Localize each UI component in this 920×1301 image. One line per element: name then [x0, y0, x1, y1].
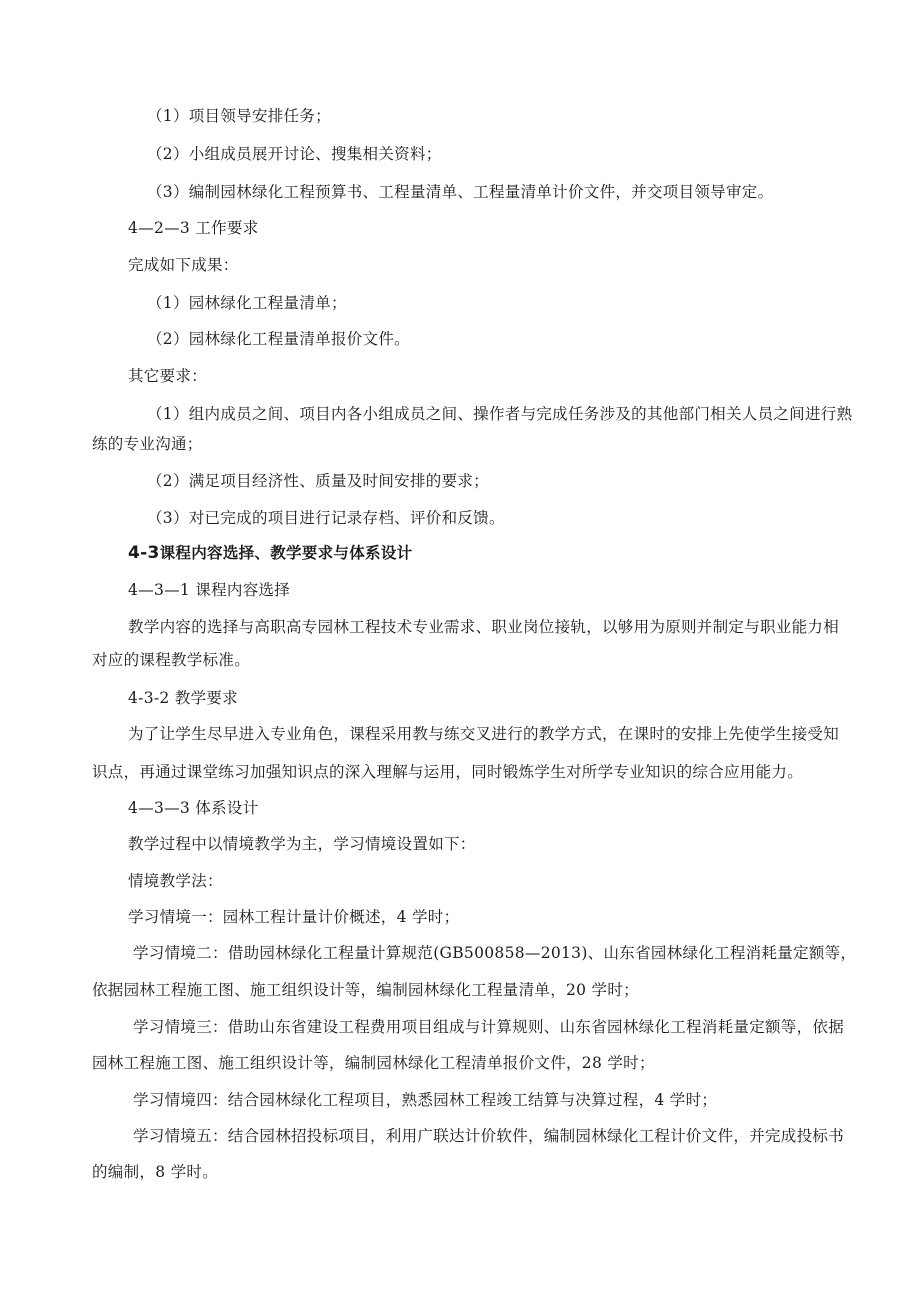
learning-situation-2: 学习情境二：借助园林绿化工程量计算规范(GB500858—2013)、山东省园林绿化工程消耗量定额等，	[133, 944, 857, 962]
learning-situation-3-cont: 园林工程施工图、施工组织设计等，编制园林绿化工程清单报价文件，28 学时；	[92, 1054, 655, 1072]
learning-situation-4: 学习情境四：结合园林绿化工程项目，熟悉园林工程竣工结算与决算过程，4 学时；	[133, 1091, 718, 1109]
teaching-requirements-para: 为了让学生尽早进入专业角色，课程采用教与练交叉进行的教学方式，在课时的安排上先使学生接受知	[128, 725, 840, 743]
other-requirement-1-cont: 练的专业沟通；	[92, 435, 203, 453]
learning-situation-5-cont: 的编制，8 学时。	[92, 1163, 218, 1181]
deliverable-2: （2）园林绿化工程量清单报价文件。	[147, 330, 410, 348]
other-requirement-1: （1）组内成员之间、项目内各小组成员之间、操作者与完成任务涉及的其他部门相关人员之间进行熟	[147, 405, 853, 423]
heading-work-requirements: 4—2—3 工作要求	[128, 219, 259, 237]
learning-situation-3: 学习情境三：借助山东省建设工程费用项目组成与计算规则、山东省园林绿化工程消耗量定额等，依据	[133, 1018, 845, 1036]
task-step-1: （1）项目领导安排任务；	[147, 107, 331, 125]
learning-situation-2-cont: 依据园林工程施工图、施工组织设计等，编制园林绿化工程量清单，20 学时；	[92, 981, 639, 999]
other-requirement-2: （2）满足项目经济性、质量及时间安排的要求；	[147, 472, 489, 490]
situational-teaching-label: 情境教学法：	[128, 872, 223, 890]
deliverable-1: （1）园林绿化工程量清单；	[147, 294, 347, 312]
section-heading-4-3	[128, 543, 412, 563]
content-selection-para: 教学内容的选择与高职高专园林工程技术专业需求、职业岗位接轨，以够用为原则并制定与职业能力相	[128, 618, 840, 636]
other-requirements-label: 其它要求：	[128, 367, 208, 385]
task-step-3: （3）编制园林绿化工程预算书、工程量清单、工程量清单计价文件，并交项目领导审定。	[147, 183, 774, 201]
deliverables-intro: 完成如下成果：	[128, 256, 239, 274]
learning-situation-1: 学习情境一：园林工程计量计价概述，4 学时；	[128, 908, 460, 926]
heading-content-selection: 4—3—1 课程内容选择	[128, 581, 291, 599]
content-selection-para-cont: 对应的课程教学标准。	[92, 651, 251, 669]
system-design-intro: 教学过程中以情境教学为主，学习情境设置如下：	[128, 835, 476, 853]
teaching-requirements-para-cont: 识点，再通过课堂练习加强知识点的深入理解与运用，同时锻炼学生对所学专业知识的综合应用能力。	[92, 763, 804, 781]
section-title: 课程内容选择、教学要求与体系设计	[159, 544, 413, 562]
task-step-2: （2）小组成员展开讨论、搜集相关资料；	[147, 145, 442, 163]
section-number: 4-3	[128, 543, 160, 563]
heading-teaching-requirements: 4-3-2 教学要求	[128, 689, 238, 707]
learning-situation-5: 学习情境五：结合园林招投标项目，利用广联达计价软件，编制园林绿化工程计价文件，并完成投标书	[133, 1127, 845, 1145]
other-requirement-3: （3）对已完成的项目进行记录存档、评价和反馈。	[147, 509, 505, 527]
heading-system-design: 4—3—3 体系设计	[128, 799, 259, 817]
